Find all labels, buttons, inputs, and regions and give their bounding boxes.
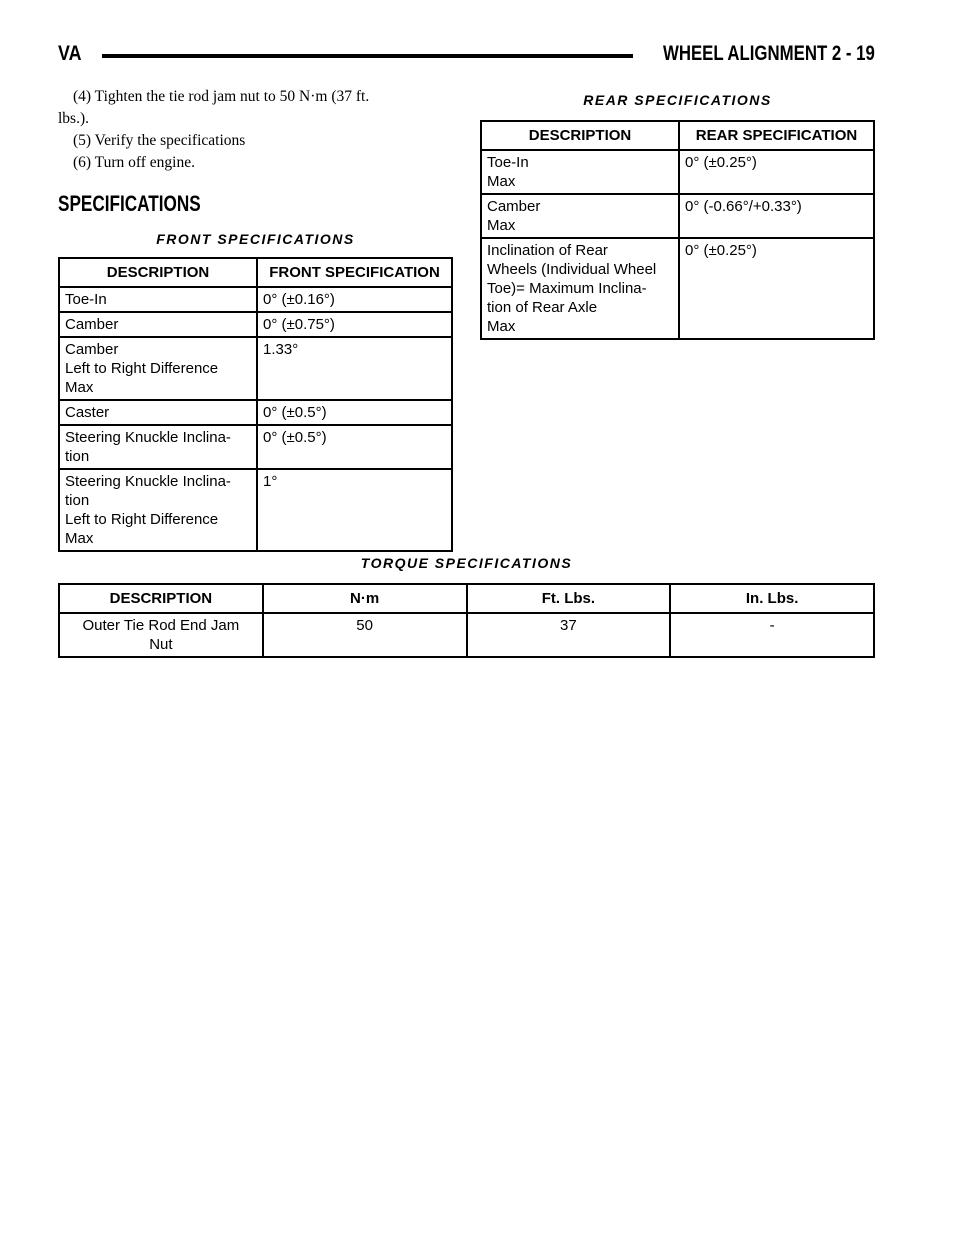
description-cell: Steering Knuckle Inclina- tion Left to Right Difference Max [59, 469, 257, 551]
ft-lbs-cell: 37 [467, 613, 671, 657]
table-row [59, 613, 874, 657]
description-cell: Inclination of Rear Wheels (Individual Wheel Toe)= Maximum Inclina- tion of Rear Axle Max [481, 238, 679, 339]
column-header: DESCRIPTION [481, 121, 679, 150]
description-cell: Camber Left to Right Difference Max [59, 337, 257, 400]
specifications-heading: SPECIFICATIONS [58, 191, 201, 216]
description-cell: Caster [59, 400, 257, 425]
rear-specifications-title: REAR SPECIFICATIONS [583, 92, 772, 108]
column-header: N·m [263, 584, 467, 613]
front-specifications-title: FRONT SPECIFICATIONS [156, 231, 355, 247]
page-header [58, 42, 875, 76]
step-6: (6) Turn off engine. [73, 154, 195, 171]
in-lbs-cell: - [670, 613, 874, 657]
column-header: REAR SPECIFICATION [679, 121, 874, 150]
section-page-label: WHEEL ALIGNMENT 2 - 19 [663, 42, 875, 65]
column-header: DESCRIPTION [59, 584, 263, 613]
table-row [59, 287, 452, 312]
specification-cell: 1° [257, 469, 452, 551]
specification-cell: 0° (±0.25°) [679, 150, 874, 194]
right-column [480, 86, 875, 340]
specification-cell: 1.33° [257, 337, 452, 400]
description-cell: Toe-In [59, 287, 257, 312]
specification-cell: 0° (±0.5°) [257, 400, 452, 425]
table-row [59, 337, 452, 400]
vehicle-code: VA [58, 42, 82, 65]
description-cell: Camber Max [481, 194, 679, 238]
specification-cell: 0° (±0.16°) [257, 287, 452, 312]
table-row [481, 238, 874, 339]
column-header: FRONT SPECIFICATION [257, 258, 452, 287]
column-header: In. Lbs. [670, 584, 874, 613]
step-4: (4) Tighten the tie rod jam nut to 50 N·m (37 ft. [73, 88, 370, 105]
step-4-continued: lbs.). [58, 110, 89, 127]
specification-cell: 0° (±0.25°) [679, 238, 874, 339]
description-cell: Outer Tie Rod End Jam Nut [59, 613, 263, 657]
nm-cell: 50 [263, 613, 467, 657]
step-5: (5) Verify the specifications [73, 132, 246, 149]
specification-cell: 0° (-0.66°/+0.33°) [679, 194, 874, 238]
specification-cell: 0° (±0.5°) [257, 425, 452, 469]
torque-specifications-table [58, 583, 875, 658]
left-column [58, 86, 453, 552]
table-header-row [481, 121, 874, 150]
table-row [59, 400, 452, 425]
torque-specifications-title: TORQUE SPECIFICATIONS [360, 555, 573, 571]
table-header-row [59, 584, 874, 613]
column-header: DESCRIPTION [59, 258, 257, 287]
table-row [481, 194, 874, 238]
column-header: Ft. Lbs. [467, 584, 671, 613]
rear-specifications-table [480, 120, 875, 340]
description-cell: Camber [59, 312, 257, 337]
table-row [59, 425, 452, 469]
table-row [59, 312, 452, 337]
description-cell: Toe-In Max [481, 150, 679, 194]
table-row [59, 469, 452, 551]
front-specifications-table [58, 257, 453, 552]
description-cell: Steering Knuckle Inclina- tion [59, 425, 257, 469]
table-row [481, 150, 874, 194]
header-rule [102, 54, 633, 58]
specification-cell: 0° (±0.75°) [257, 312, 452, 337]
table-header-row [59, 258, 452, 287]
torque-section [58, 555, 875, 658]
